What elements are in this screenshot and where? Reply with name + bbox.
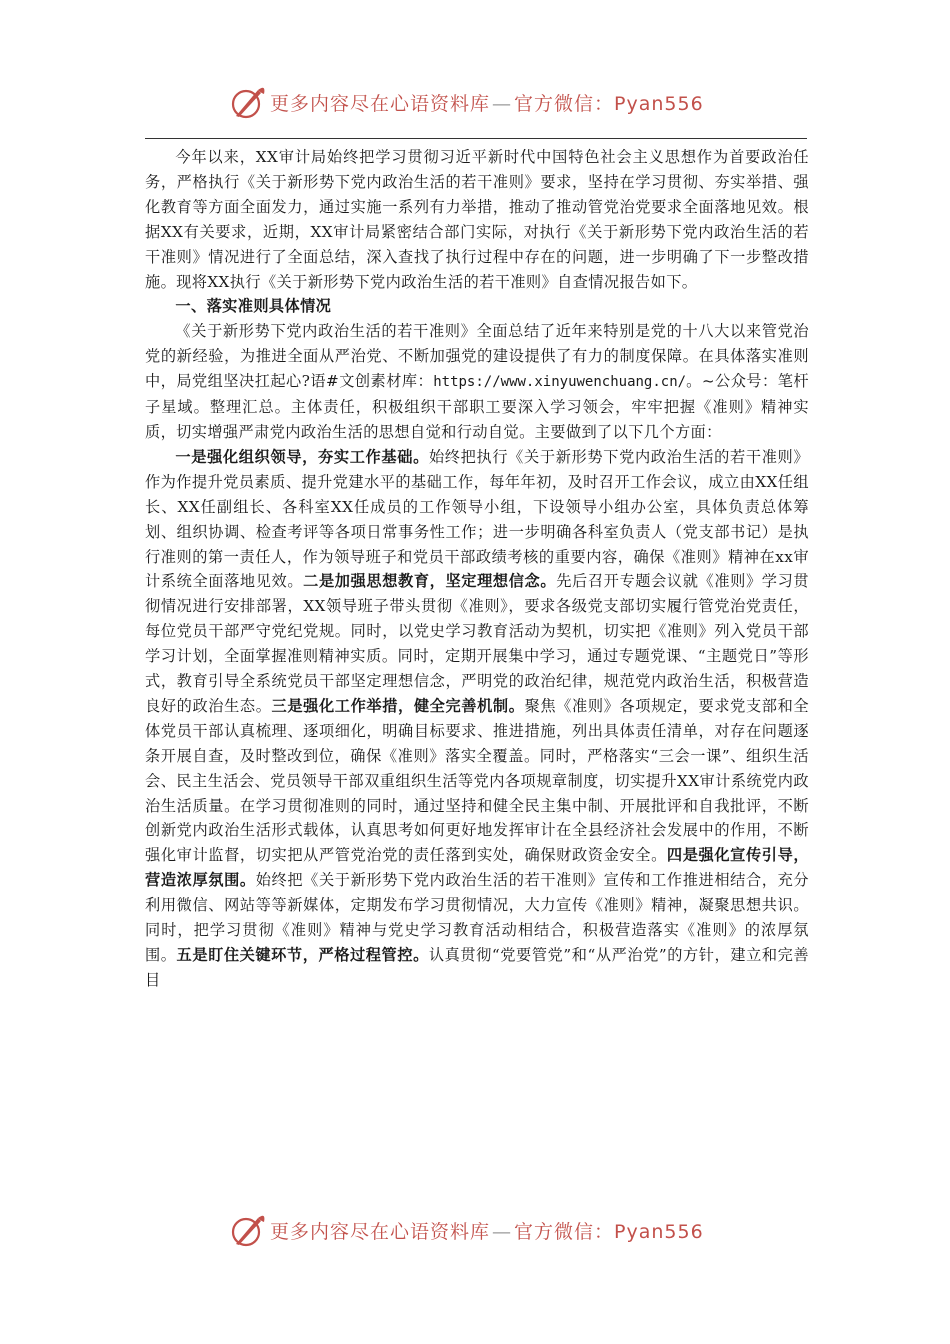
quill-logo-icon — [228, 1210, 268, 1250]
measure-heading-4: 四是强化宣传引导，营造浓厚氛围。 — [145, 846, 809, 890]
header-divider — [145, 138, 807, 139]
watermark-text: 更多内容尽在心语资料库 — 官方微信：Pyan556 — [270, 1220, 704, 1243]
measure-heading-1: 一是强化组织领导，夯实工作基础。 — [175, 447, 429, 466]
quill-logo-icon — [228, 82, 268, 122]
intro-paragraph: 今年以来，XX审计局始终把学习贯彻习近平新时代中国特色社会主义思想作为首要政治任务，严格执行《关于新形势下党内政治生活的若干准则》要求，坚持在学习贯彻、夯实举措、强化教育等方面全面发力，通过实施一系列有力举措，推动了推动管党治党要求全面落地见效。根据XX有关要求，近期，XX审计局紧密结合部门实际，对执行《关于新形势下党内政治生活的若干准则》情况进行了全面总结，深入查找了执行过程中存在的问题，进一步明确了下一步整改措施。现将XX执行《关于新形势下党内政治生活的若干准则》自查情况报告如下。 — [145, 148, 809, 291]
section-heading: 一、落实准则具体情况 — [175, 297, 332, 316]
measure-heading-2: 二是加强思想教育，坚定理想信念。 — [303, 572, 557, 591]
measure-heading-5: 五是盯住关键环节，严格过程管控。 — [176, 946, 429, 964]
document-body — [145, 145, 809, 993]
source-url: https://www.xinyuwenchuang.cn/ — [433, 374, 687, 391]
footer-watermark — [228, 1210, 748, 1250]
measures-paragraph: 一是强化组织领导，夯实工作基础。始终把执行《关于新形势下党内政治生活的若干准则》作为作提升党员素质、提升党建水平的基础工作，每年年初，及时召开工作会议，成立由XX任组长、XX任副组长、各科室XX任成员的工作领导小组，下设领导小组办公室，具体负责总体筹划、组织协调、检查考评等各项日常事务性工作；进一步明确各科室负责人（党支部书记）是执行准则的第一责任人，作为领导班子和党员干部政绩考核的重要内容，确保《准则》精神在xx审计系统全面落地见效。二是加强思想教育，坚定理想信念。先后召开专题会议就《准则》学习贯彻情况进行安排部署，XX领导班子带头贯彻《准则》，要求各级党支部切实履行管党治党责任，每位党员干部严守党纪党规。同时，以党史学习教育活动为契机，切实把《准则》列入党员干部学习计划，全面掌握准则精神实质。同时，定期开展集中学习，通过专题党课、“主题党日”等形式，教育引导全系统党员干部坚定理想信念，严明党的政治纪律，规范党内政治生活，积极营造良好的政治生态。三是强化工作举措，健全完善机制。聚焦《准则》各项规定，要求党支部和全体党员干部认真梳理、逐项细化，明确目标要求、推进措施，列出具体责任清单，对存在问题逐条开展自查，及时整改到位，确保《准则》落实全覆盖。同时，严格落实“三会一课”、组织生活会、民主生活会、党员领导干部双重组织生活等党内各项规章制度，切实提升XX审计系统党内政治生活质量。在学习贯彻准则的同时，通过坚持和健全民主集中制、开展批评和自我批评，不断创新党内政治生活形式载体，认真思考如何更好地发挥审计在全县经济社会发展中的作用，不断强化审计监督，切实把从严管党治党的责任落到实处，确保财政资金安全。四是强化宣传引导，营造浓厚氛围。始终把《关于新形势下党内政治生活的若干准则》宣传和工作推进相结合，充分利用微信、网站等等新媒体，定期发布学习贯彻情况，大力宣传《准则》精神，凝聚思想共识。同时，把学习贯彻《准则》精神与党史学习教育活动相结合，积极营造落实《准则》的浓厚氛围。五是盯住关键环节，严格过程管控。认真贯彻“党要管党”和“从严治党”的方针，建立和完善目 — [145, 447, 810, 989]
header-watermark — [228, 82, 748, 122]
measure-heading-3: 三是强化工作举措，健全完善机制。 — [271, 696, 525, 715]
overview-paragraph: 《关于新形势下党内政治生活的若干准则》全面总结了近年来特别是党的十八大以来管党治党的新经验，为推进全面从严治党、不断加强党的建设提供了有力的制度保障。在具体落实准则中，局党组坚决扛起心?语#文创素材库：https://www.xinyuwenchuang.cn/。~公众号：笔杆子星域。整理汇总。主体责任，积极组织干部职工要深入学习领会，牢牢把握《准则》精神实质，切实增强严肃党内政治生活的思想自觉和行动自觉。主要做到了以下几个方面： — [145, 322, 809, 441]
watermark-text: 更多内容尽在心语资料库 — 官方微信：Pyan556 — [270, 92, 704, 115]
